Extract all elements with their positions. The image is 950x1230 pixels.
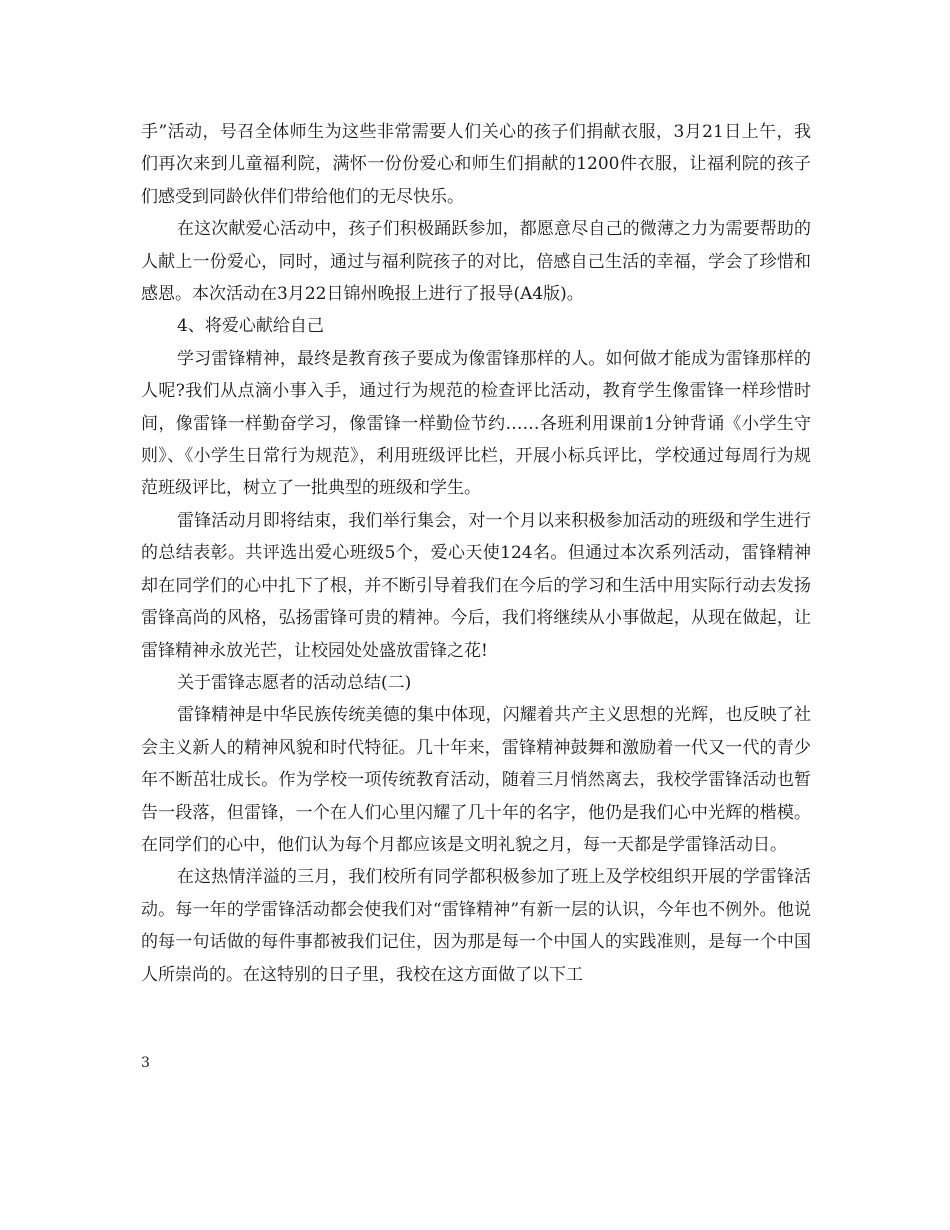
paragraph-month-summary: 雷锋活动月即将结束，我们举行集会，对一个月以来积极参加活动的班级和学生进行的总结表彰。共评选出爱心班级5个，爱心天使124名。但通过本次系列活动，雷锋精神却在同学们的心中扎下了根，并不断引导着我们在今后的学习和生活中用实际行动去发扬雷锋高尚的风格，弘扬雷锋可贵的精神。今后，我们将继续从小事做起，从现在做起，让雷锋精神永放光芒，让校园处处盛放雷锋之花!: [141, 510, 811, 661]
section-title-summary-two: 关于雷锋志愿者的活动总结(二): [177, 672, 412, 693]
paragraph-learn-from-leifeng: 学习雷锋精神，最终是教育孩子要成为像雷锋那样的人。如何做才能成为雷锋那样的人呢?我们从点滴小事入手，通过行为规范的检查评比活动，教育学生像雷锋一样珍惜时间，像雷锋一样勤奋学习，像雷锋一样勤俭节约……各班利用课前1分钟背诵《小学生守则》、《小学生日常行为规范》，利用班级评比栏，开展小标兵评比，学校通过每周行为规范班级评比，树立了一批典型的班级和学生。: [141, 348, 811, 499]
paragraph-clothing-donation: 手”活动，号召全体师生为这些非常需要人们关心的孩子们捐献衣服，3月21日上午，我们再次来到儿童福利院，满怀一份份爱心和师生们捐献的1200件衣服，让福利院的孩子们感受到同龄伙伴们带给他们的无尽快乐。: [141, 122, 811, 207]
page-number: 3: [141, 1055, 150, 1071]
document-body: [141, 116, 811, 991]
section-heading-love-to-self: 4、将爱心献给自己: [177, 316, 324, 337]
paragraph-leifeng-spirit: 雷锋精神是中华民族传统美德的集中体现，闪耀着共产主义思想的光辉，也反映了社会主义新人的精神风貌和时代特征。几十年来，雷锋精神鼓舞和激励着一代又一代的青少年不断茁壮成长。作为学校一项传统教育活动，随着三月悄然离去，我校学雷锋活动也暂告一段落，但雷锋，一个在人们心里闪耀了几十年的名字，他仍是我们心中光辉的楷模。在同学们的心中，他们认为每个月都应该是文明礼貌之月，每一天都是学雷锋活动日。: [141, 705, 811, 855]
paragraph-march-activities: 在这热情洋溢的三月，我们校所有同学都积极参加了班上及学校组织开展的学雷锋活动。每一年的学雷锋活动都会使我们对“雷锋精神”有新一层的认识，今年也不例外。他说的每一句话做的每件事都被我们记住，因为那是每一个中国人的实践准则，是每一个中国人所崇尚的。在这特别的日子里，我校在这方面做了以下工: [141, 867, 811, 985]
paragraph-activity-reflection: 在这次献爱心活动中，孩子们积极踊跃参加，都愿意尽自己的微薄之力为需要帮助的人献上一份爱心，同时，通过与福利院孩子的对比，倍感自己生活的幸福，学会了珍惜和感恩。本次活动在3月22日锦州晚报上进行了报导(A4版)。: [141, 219, 811, 305]
